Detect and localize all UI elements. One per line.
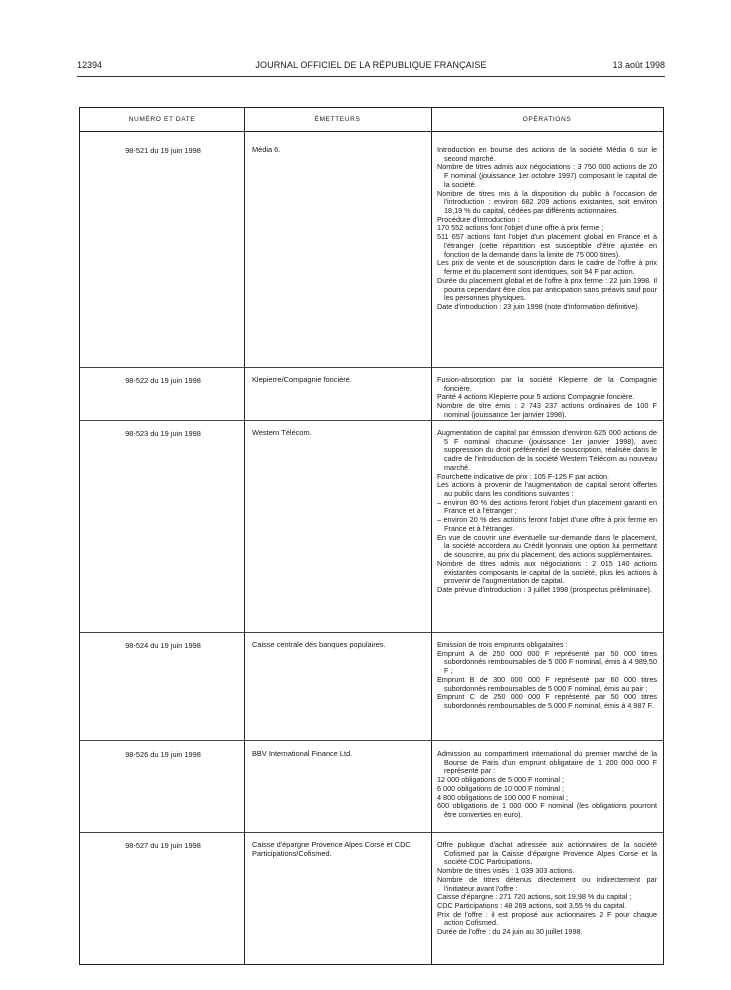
operation-paragraph: – environ 80 % des actions feront l'objet d'un placement garanti en France et à l'étranger ; <box>437 497 657 516</box>
operation-paragraph: Nombre de titres mis à la disposition du public à l'occasion de l'introduction : environ 682 209 actions existantes, soit environ 18,19 % du capital, cédées par différents actionnaires. <box>437 188 657 216</box>
operation-paragraph: Introduction en bourse des actions de la société Média 6 sur le second marché. <box>437 145 657 163</box>
column-header-number: NUMÉRO ET DATE <box>128 116 196 123</box>
operation-paragraph: Fourchette indicative de prix : 105 F-125 F par action. <box>437 471 610 481</box>
decision-number: 98-522 du 19 juin 1998 <box>125 376 201 385</box>
issuer-name: Western Télécom. <box>252 428 312 437</box>
column-header-operations: OPÉRATIONS <box>522 116 572 123</box>
table-header <box>80 108 663 132</box>
issuer-name: Média 6. <box>252 145 281 154</box>
decision-number: 98-521 du 19 juin 1998 <box>125 146 201 155</box>
operation-paragraph: 6 000 obligations de 10 000 F nominal ; <box>437 783 564 793</box>
operations-text <box>437 641 657 711</box>
operation-paragraph: Procédure d'introduction : <box>437 214 520 224</box>
operation-paragraph: Les actions à provenir de l'augmentation de capital seront offertes au public dans les conditions suivantes : <box>437 480 657 499</box>
operation-paragraph: Offre publique d'achat adressée aux actionnaires de la société Cofismed par la Caisse d'épargne Provence Alpes Corse et la société CDC Participations. <box>437 840 657 867</box>
operation-paragraph: 170 552 actions font l'objet d'une offre à prix ferme ; <box>437 223 604 233</box>
operation-paragraph: Nombre de titres admis aux négociations : 3 750 000 actions de 20 F nominal (jouissance 1er octobre 1997) composant le capital de la société. <box>437 162 657 189</box>
table-row <box>80 832 663 966</box>
issuer-name: Caisse centrale des banques populaires. <box>252 640 386 649</box>
table-row <box>80 740 663 832</box>
issuer-name: Caisse d'épargne Provence Alpes Corse et CDC Participations/Cofismed. <box>252 840 411 858</box>
operations-text <box>437 750 657 820</box>
operation-paragraph: Prix de l'offre : il est proposé aux actionnaires 2 F pour chaque action Cofismed. <box>437 909 657 928</box>
column-header-issuers: ÉMETTEURS <box>314 116 361 123</box>
decision-number: 98-527 du 19 juin 1998 <box>125 841 201 850</box>
operation-paragraph: – environ 20 % des actions feront l'objet d'une offre à prix ferme en France et à l'étranger. <box>437 515 657 533</box>
table-row <box>80 367 663 420</box>
table-row <box>80 420 663 632</box>
operation-paragraph: Nombre de titres détenus directement ou indirectement par l'initiateur avant l'offre : <box>437 874 657 893</box>
operation-paragraph: Admission au compartiment international du premier marché de la Bourse de Paris d'un emprunt obligataire de 1 200 000 000 F représenté par : <box>437 749 657 776</box>
page-header <box>77 60 665 74</box>
operation-paragraph: Augmentation de capital par émission d'environ 625 000 actions de 5 F nominal chacune (jouissance 1er janvier 1998), avec suppression du droit préférentiel de souscription, réalisée dans le cadre de l'introduction de la société Western Télécom au nouveau marché. <box>437 428 657 472</box>
operations-table <box>79 107 664 965</box>
operation-paragraph: En vue de couvrir une éventuelle sur-demande dans le placement, la société accordera au Crédit lyonnais une option lui permettant de souscrire, au prix du placement, des actions supplémentaires. <box>437 532 657 560</box>
operation-paragraph: Emprunt C de 250 000 000 F représenté par 50 000 titres subordonnés remboursables de 5 000 F nominal, émis à 4 987 F. <box>437 692 657 711</box>
issuer-name: Klepierre/Compagnie foncière. <box>252 375 352 384</box>
operation-paragraph: Durée du placement global et de l'offre à prix ferme : 22 juin 1998. Il pourra cependant être clos par anticipation sans préavis sauf pour les personnes physiques. <box>437 275 657 303</box>
operation-paragraph: Nombre de titres admis aux négociations : 2 015 140 actions existantes composants le capital de la société, plus les actions à provenir de l'augmentation de capital. <box>437 558 657 586</box>
operation-paragraph: CDC Participations : 48 269 actions, soit 3,55 % du capital. <box>437 901 627 911</box>
table-row <box>80 632 663 740</box>
operations-text <box>437 841 657 937</box>
operation-paragraph: Durée de l'offre : du 24 juin au 30 juillet 1998. <box>437 927 583 937</box>
header-rule <box>77 76 665 77</box>
operation-paragraph: Nombre de titre émis : 2 743 237 actions ordinaires de 100 F nominal (jouissance 1er janvier 1998). <box>437 401 657 419</box>
operation-paragraph: Nombre de titres visés : 1 039 303 actions. <box>437 866 575 876</box>
operations-text <box>437 429 657 595</box>
operation-paragraph: 12 000 obligations de 5 000 F nominal ; <box>437 775 564 785</box>
issue-date: 13 août 1998 <box>612 60 665 70</box>
operations-text <box>437 146 657 312</box>
operation-paragraph: Emission de trois emprunts obligataires : <box>437 640 568 649</box>
operation-paragraph: Caisse d'épargne : 271 720 actions, soit 19,98 % du capital ; <box>437 892 632 902</box>
operations-text <box>437 376 657 420</box>
decision-number: 98-523 du 19 juin 1998 <box>125 429 201 438</box>
decision-number: 98-526 du 19 juin 1998 <box>125 750 201 759</box>
journal-title: JOURNAL OFFICIEL DE LA RÉPUBLIQUE FRANÇAISE <box>255 60 487 70</box>
operation-paragraph: Date prévue d'introduction : 3 juillet 1998 (prospectus préliminaire). <box>437 584 652 594</box>
operation-paragraph: Emprunt A de 250 000 000 F représenté par 50 000 titres subordonnés remboursables de 5 000 F nominal, émis à 4 989,50 F ; <box>437 648 657 676</box>
operation-paragraph: Date d'introduction : 23 juin 1998 (note d'information définitive). <box>437 301 640 311</box>
decision-number: 98-524 du 19 juin 1998 <box>125 641 201 650</box>
operation-paragraph: 511 657 actions font l'objet d'un placement global en France et à l'étranger (cette répartition est susceptible d'être ajustée en fonction de la demande dans la limite de 75 000 titres). <box>437 232 657 259</box>
operation-paragraph: Les prix de vente et de souscription dans le cadre de l'offre à prix ferme et du placement sont identiques, soit 94 F par action. <box>437 258 657 277</box>
operation-paragraph: 600 obligations de 1 000 000 F nominal (les obligations pourront être converties en euro). <box>437 801 657 820</box>
page-number: 12394 <box>77 60 103 70</box>
table-row <box>80 131 663 367</box>
operation-paragraph: 4 800 obligations de 100 000 F nominal ; <box>437 792 568 802</box>
operation-paragraph: Parité 4 actions Klepierre pour 5 actions Compagnie foncière. <box>437 392 635 402</box>
issuer-name: BBV International Finance Ltd. <box>252 749 353 758</box>
operation-paragraph: Emprunt B de 300 000 000 F représenté par 60 000 titres subordonnés remboursables de 5 000 F nominal, émis au pair ; <box>437 674 657 693</box>
operation-paragraph: Fusion-absorption par la société Klepierre de la Compagnie foncière. <box>437 375 657 393</box>
